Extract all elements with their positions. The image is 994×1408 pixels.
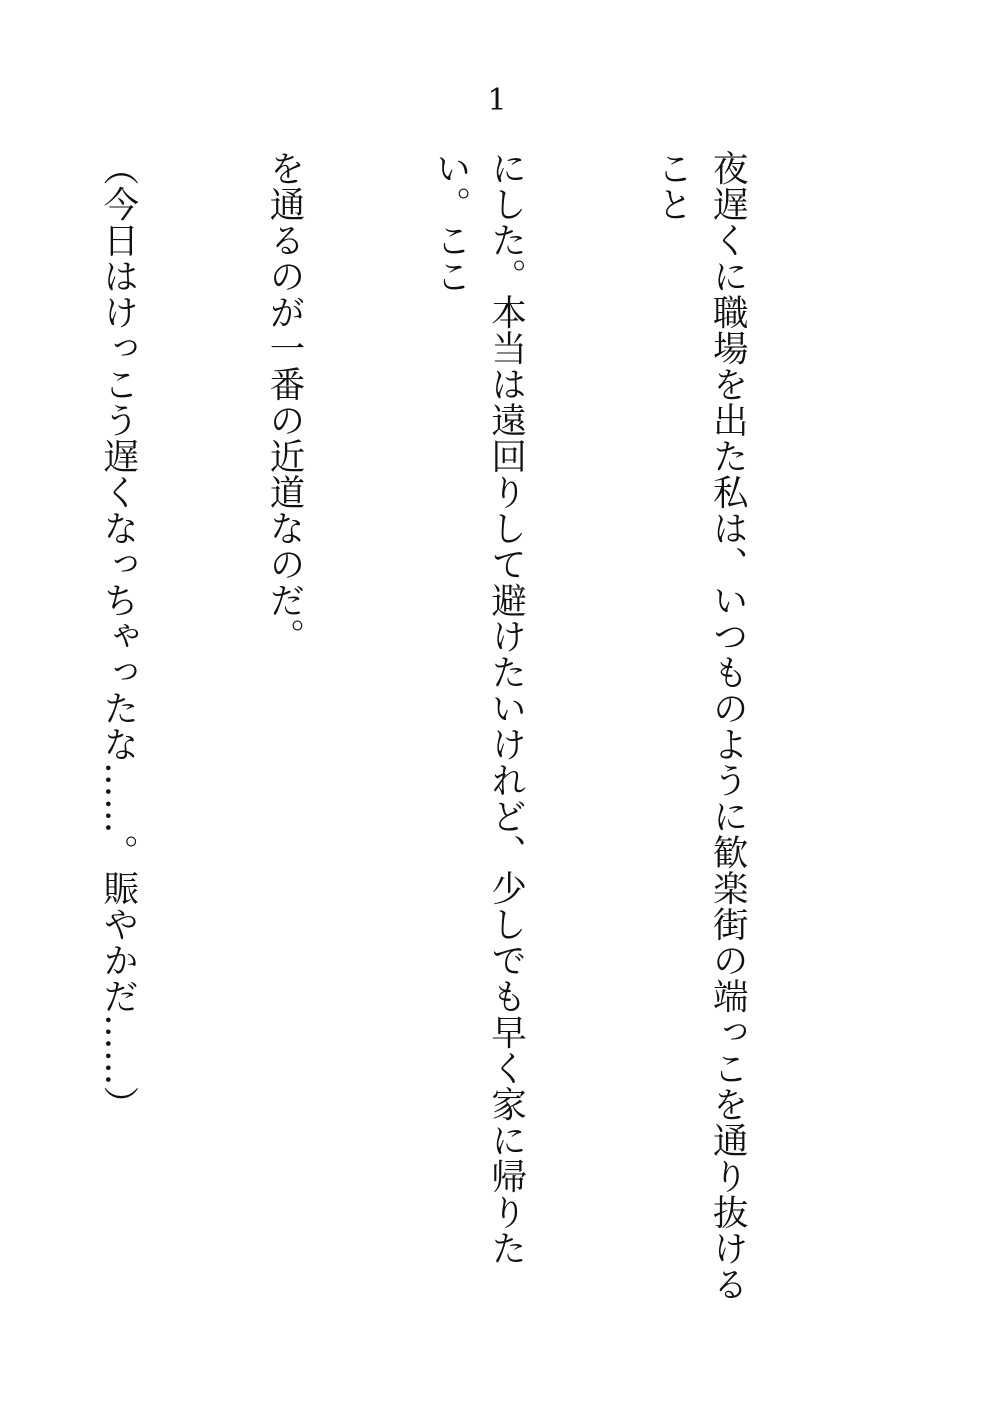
text-line: 夜遅くに職場を出た私は、いつものように歓楽街の端っこを通り抜けること xyxy=(651,150,749,1302)
vertical-text-body xyxy=(0,150,866,1310)
text-line: を通るのが一番の近道なのだ。 xyxy=(263,150,305,654)
text-line: にした。本当は遠回りして避けたいけれど、少しでも早く家に帰りたい。ここ xyxy=(430,150,527,1266)
page-number: 1 xyxy=(487,83,507,118)
text-line: （今日はけっこう遅くなっちゃったな……。賑やかだ……） xyxy=(97,150,139,1122)
